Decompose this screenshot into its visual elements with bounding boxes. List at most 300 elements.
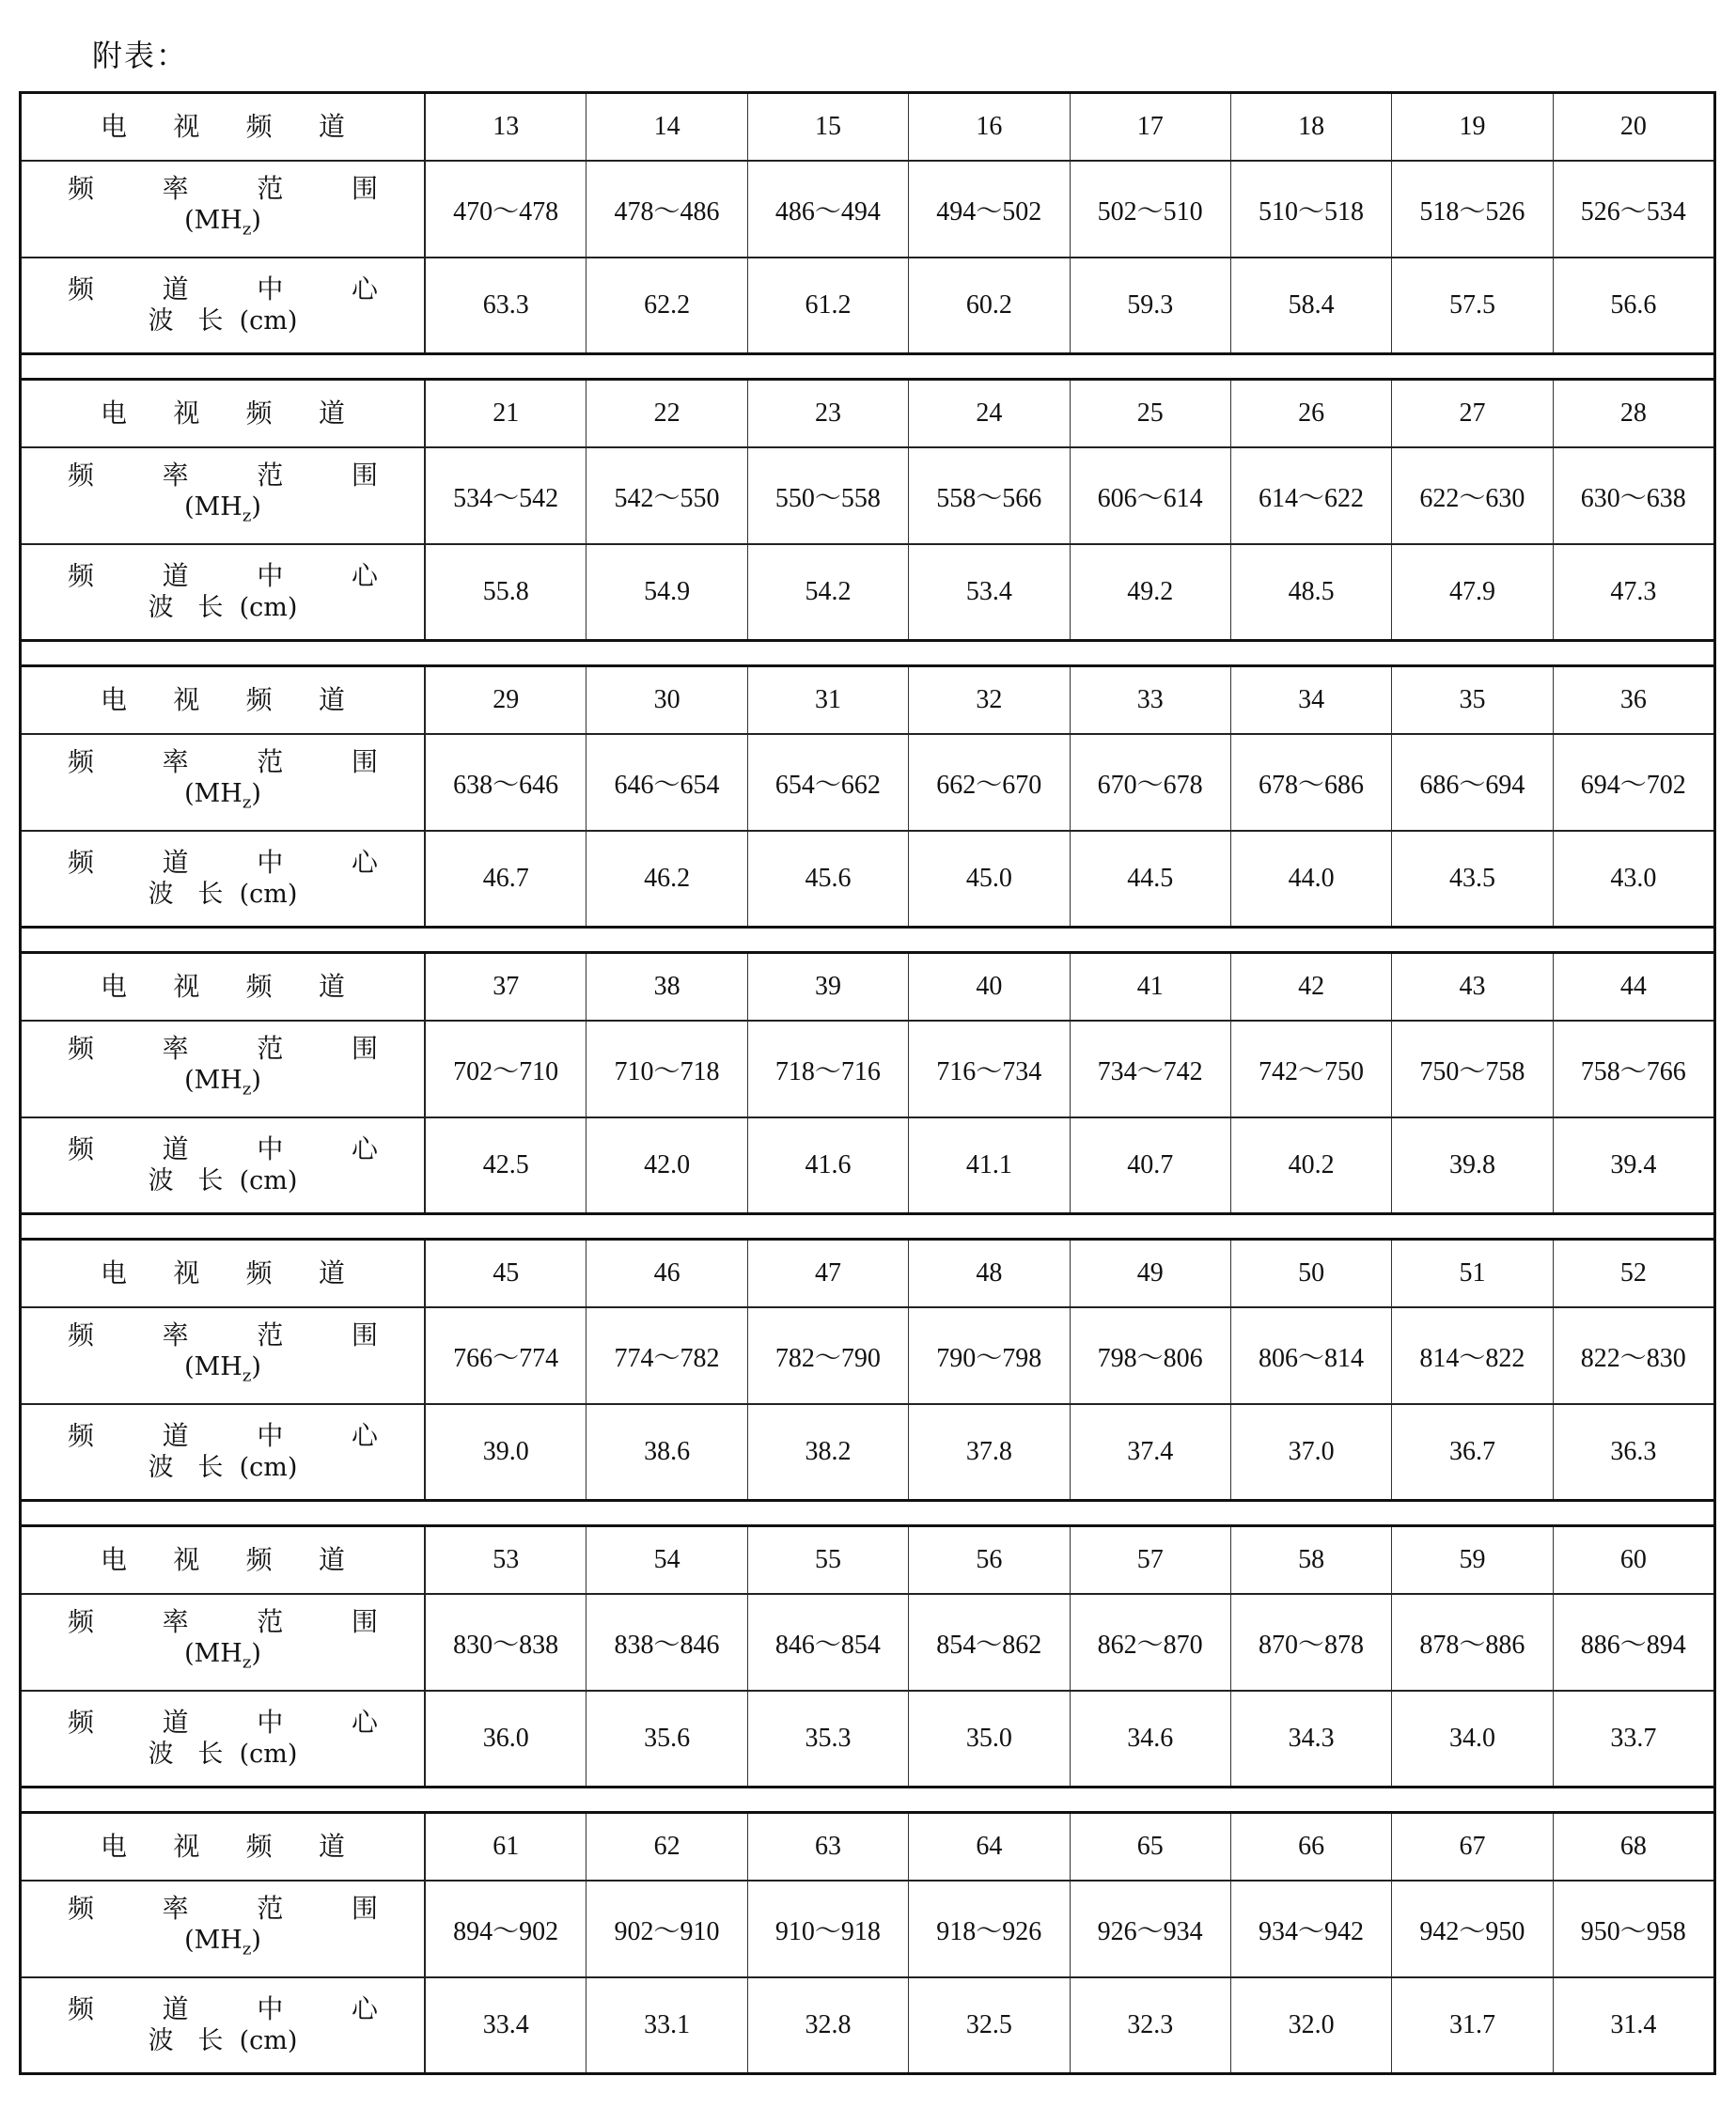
label-char: 长: [197, 880, 224, 909]
frequency-cell: 670～678: [1071, 735, 1231, 830]
wavelength-cell: 60.2: [909, 258, 1070, 352]
unit-text: (cm): [239, 1166, 298, 1195]
channel-row-label: [22, 1527, 426, 1593]
frequency-cell: 622～630: [1392, 448, 1553, 543]
label-char: 频: [68, 560, 95, 591]
label-char: 心: [351, 1993, 378, 2024]
frequency-cell: 846～854: [748, 1595, 909, 1690]
frequency-cell: 830～838: [426, 1595, 586, 1690]
wavelength-cell: 43.0: [1610, 864, 1657, 893]
wavelength-unit-line: [149, 2025, 298, 2057]
label-char: 频: [68, 745, 95, 777]
wavelength-cell: 40.7: [1071, 1118, 1231, 1212]
frequency-unit: $(MH_z)$: [184, 1351, 261, 1386]
label-char: 波: [148, 2026, 174, 2055]
label-char: 频: [68, 1319, 95, 1351]
wavelength-cell: 31.4: [1610, 2010, 1657, 2039]
wavelength-cell: 31.7: [1392, 1978, 1553, 2072]
channel-row-label: [22, 667, 426, 733]
channel-cell: 55: [748, 1527, 909, 1593]
wavelength-cell: 33.1: [586, 1978, 747, 2072]
label-char: 道: [162, 1707, 189, 1738]
wavelength-cell: 39.8: [1392, 1118, 1553, 1212]
label-char: 视: [173, 111, 200, 142]
label-char: 道: [318, 1257, 345, 1288]
label-char: 范: [257, 1892, 284, 1924]
label-char: 范: [257, 745, 284, 777]
channel-cell: 56: [909, 1527, 1070, 1593]
channel-cell: 52: [1619, 1258, 1647, 1288]
wavelength-cell: 32.8: [748, 1978, 909, 2072]
channel-cell: 37: [426, 954, 586, 1020]
label-char: 频: [245, 1257, 273, 1288]
wavelength-row: [22, 830, 1713, 926]
label-char: 道: [318, 971, 345, 1002]
channel-cell: 44: [1619, 972, 1647, 1001]
wavelength-unit-line: [149, 592, 298, 624]
channel-cell: 62: [586, 1814, 747, 1880]
block-separator: [22, 642, 1713, 664]
channel-cell: 54: [586, 1527, 747, 1593]
unit-text: MH: [194, 492, 242, 522]
frequency-unit: $(MH_z)$: [184, 1638, 261, 1673]
label-char: 频: [68, 459, 95, 491]
frequency-cell: 502～510: [1071, 162, 1231, 257]
frequency-cell: 526～534: [1580, 196, 1686, 226]
wavelength-cell: 32.0: [1231, 1978, 1392, 2072]
label-char: 围: [351, 1319, 378, 1351]
table-block: [22, 91, 1713, 355]
frequency-row: [22, 446, 1713, 543]
channel-cell: 35: [1392, 667, 1553, 733]
frequency-cell: 494～502: [909, 162, 1070, 257]
label-char: 心: [351, 1420, 378, 1451]
channel-cell: 24: [909, 381, 1070, 446]
label-char: 道: [318, 111, 345, 142]
unit-text: (cm): [239, 1740, 298, 1769]
frequency-cell: 654～662: [748, 735, 909, 830]
frequency-unit: $(MH_z)$: [184, 778, 261, 813]
channel-cell: 64: [909, 1814, 1070, 1880]
unit-text: (cm): [239, 306, 298, 336]
frequency-cell: 854～862: [909, 1595, 1070, 1690]
wavelength-cell: 49.2: [1071, 545, 1231, 639]
label-char: 频: [245, 111, 273, 142]
channel-row: [22, 1241, 1713, 1306]
frequency-cell: 894～902: [426, 1882, 586, 1976]
channel-row-label: [22, 94, 426, 160]
wavelength-row: [22, 257, 1713, 352]
frequency-cell: 822～830: [1580, 1343, 1686, 1373]
channel-cell: 53: [426, 1527, 586, 1593]
label-char: 波: [148, 880, 174, 909]
wavelength-cell: 41.1: [909, 1118, 1070, 1212]
label-char: 长: [197, 593, 224, 622]
wavelength-cell: 38.2: [748, 1405, 909, 1499]
channel-cell: 41: [1071, 954, 1231, 1020]
frequency-cell: 862～870: [1071, 1595, 1231, 1690]
label-char: 视: [173, 1831, 200, 1862]
channel-row: [22, 667, 1713, 733]
channel-cell: 29: [426, 667, 586, 733]
wavelength-cell: 57.5: [1392, 258, 1553, 352]
wavelength-cell: 34.0: [1392, 1692, 1553, 1786]
channel-cell: 34: [1231, 667, 1392, 733]
label-char: 频: [68, 273, 95, 304]
wavelength-unit-line: [149, 1739, 298, 1771]
channel-row-label: [22, 1241, 426, 1306]
label-char: 率: [162, 745, 189, 777]
wavelength-cell: 44.0: [1231, 832, 1392, 926]
frequency-row: [22, 1593, 1713, 1690]
wavelength-cell: 35.3: [748, 1692, 909, 1786]
channel-cell: 42: [1231, 954, 1392, 1020]
label-char: 波: [148, 1453, 174, 1482]
frequency-cell: 758～766: [1580, 1056, 1686, 1086]
channel-row: [22, 954, 1713, 1020]
label-char: 频: [68, 1993, 95, 2024]
table-block: [22, 664, 1713, 929]
channel-cell: 19: [1392, 94, 1553, 160]
label-char: 视: [173, 1257, 200, 1288]
channel-cell: 23: [748, 381, 909, 446]
wavelength-row: [22, 1403, 1713, 1499]
wavelength-unit-line: [149, 305, 298, 337]
label-char: 率: [162, 459, 189, 491]
label-char: 频: [68, 1605, 95, 1637]
wavelength-cell: 54.2: [748, 545, 909, 639]
frequency-unit: $(MH_z)$: [184, 492, 261, 526]
wavelength-cell: 44.5: [1071, 832, 1231, 926]
wavelength-cell: 43.5: [1392, 832, 1553, 926]
channel-cell: 50: [1231, 1241, 1392, 1306]
frequency-cell: 702～710: [426, 1022, 586, 1116]
label-char: 长: [197, 1166, 224, 1195]
page-title: 附表：: [92, 38, 189, 73]
label-char: 率: [162, 1319, 189, 1351]
frequency-row-label: [22, 1595, 426, 1690]
frequency-row-label: [22, 1022, 426, 1116]
channel-row: [22, 94, 1713, 160]
frequency-cell: 646～654: [586, 735, 747, 830]
frequency-row-label: [22, 735, 426, 830]
label-char: 中: [257, 1993, 284, 2024]
frequency-row: [22, 160, 1713, 257]
wavelength-cell: 39.4: [1610, 1150, 1657, 1179]
frequency-cell: 934～942: [1231, 1882, 1392, 1976]
frequency-cell: 614～622: [1231, 448, 1392, 543]
unit-subscript: z: [242, 1939, 252, 1960]
unit-subscript: z: [242, 219, 252, 240]
label-char: 中: [257, 1420, 284, 1451]
frequency-cell: 716～734: [909, 1022, 1070, 1116]
channel-cell: 66: [1231, 1814, 1392, 1880]
label-char: 围: [351, 459, 378, 491]
frequency-cell: 886～894: [1580, 1630, 1686, 1660]
label-char: 频: [68, 1032, 95, 1064]
label-char: 范: [257, 172, 284, 204]
label-char: 电: [101, 1831, 128, 1862]
frequency-cell: 470～478: [426, 162, 586, 257]
frequency-cell: 742～750: [1231, 1022, 1392, 1116]
frequency-cell: 518～526: [1392, 162, 1553, 257]
label-char: 频: [245, 971, 273, 1002]
frequency-cell: 558～566: [909, 448, 1070, 543]
channel-cell: 58: [1231, 1527, 1392, 1593]
wavelength-cell: 53.4: [909, 545, 1070, 639]
frequency-cell: 478～486: [586, 162, 747, 257]
block-separator: [22, 1788, 1713, 1811]
label-char: 率: [162, 1892, 189, 1924]
wavelength-cell: 38.6: [586, 1405, 747, 1499]
channel-cell: 18: [1231, 94, 1392, 160]
wavelength-cell: 54.9: [586, 545, 747, 639]
frequency-cell: 838～846: [586, 1595, 747, 1690]
label-char: 道: [162, 847, 189, 878]
channel-cell: 51: [1392, 1241, 1553, 1306]
wavelength-row-label: [22, 1978, 426, 2072]
frequency-cell: 542～550: [586, 448, 747, 543]
wavelength-row-label: [22, 545, 426, 639]
wavelength-row-label: [22, 1118, 426, 1212]
channel-cell: 22: [586, 381, 747, 446]
label-char: 范: [257, 1605, 284, 1637]
label-char: 道: [162, 273, 189, 304]
label-char: 视: [173, 1544, 200, 1575]
frequency-cell: 638～646: [426, 735, 586, 830]
channel-cell: 61: [426, 1814, 586, 1880]
wavelength-unit-line: [149, 1165, 298, 1197]
block-separator: [22, 1215, 1713, 1238]
wavelength-cell: 41.6: [748, 1118, 909, 1212]
label-char: 电: [101, 684, 128, 715]
label-char: 波: [148, 1740, 174, 1769]
wavelength-cell: 35.6: [586, 1692, 747, 1786]
wavelength-cell: 35.0: [909, 1692, 1070, 1786]
frequency-cell: 678～686: [1231, 735, 1392, 830]
label-char: 道: [318, 1831, 345, 1862]
channel-cell: 65: [1071, 1814, 1231, 1880]
wavelength-cell: 36.3: [1610, 1437, 1657, 1466]
label-char: 频: [68, 1133, 95, 1164]
wavelength-cell: 63.3: [426, 258, 586, 352]
frequency-cell: 710～718: [586, 1022, 747, 1116]
frequency-cell: 630～638: [1580, 483, 1686, 513]
label-char: 长: [197, 2026, 224, 2055]
frequency-cell: 878～886: [1392, 1595, 1553, 1690]
label-char: 频: [245, 1544, 273, 1575]
frequency-row: [22, 1880, 1713, 1976]
unit-text: MH: [194, 205, 242, 235]
unit-text: (cm): [239, 593, 298, 622]
wavelength-cell: 39.0: [426, 1405, 586, 1499]
label-char: 视: [173, 971, 200, 1002]
wavelength-unit-line: [149, 879, 298, 911]
channel-row-label: [22, 381, 426, 446]
wavelength-row: [22, 543, 1713, 639]
frequency-cell: 550～558: [748, 448, 909, 543]
channel-cell: 43: [1392, 954, 1553, 1020]
channel-cell: 33: [1071, 667, 1231, 733]
label-char: 心: [351, 1707, 378, 1738]
channel-cell: 40: [909, 954, 1070, 1020]
wavelength-cell: 32.5: [909, 1978, 1070, 2072]
channel-cell: 67: [1392, 1814, 1553, 1880]
wavelength-row-label: [22, 1692, 426, 1786]
wavelength-cell: 37.8: [909, 1405, 1070, 1499]
frequency-cell: 814～822: [1392, 1308, 1553, 1403]
frequency-cell: 694～702: [1580, 770, 1686, 800]
wavelength-cell: 40.2: [1231, 1118, 1392, 1212]
block-separator: [22, 355, 1713, 378]
wavelength-row: [22, 1116, 1713, 1212]
label-char: 心: [351, 273, 378, 304]
frequency-cell: 662～670: [909, 735, 1070, 830]
frequency-cell: 734～742: [1071, 1022, 1231, 1116]
channel-row: [22, 1814, 1713, 1880]
frequency-cell: 798～806: [1071, 1308, 1231, 1403]
label-char: 视: [173, 398, 200, 429]
wavelength-cell: 33.4: [426, 1978, 586, 2072]
frequency-row-label: [22, 1308, 426, 1403]
label-char: 心: [351, 1133, 378, 1164]
channel-cell: 25: [1071, 381, 1231, 446]
wavelength-cell: 36.0: [426, 1692, 586, 1786]
label-char: 电: [101, 1544, 128, 1575]
label-char: 电: [101, 111, 128, 142]
channel-cell: 32: [909, 667, 1070, 733]
label-char: 波: [148, 593, 174, 622]
unit-subscript: z: [242, 792, 252, 813]
table-block: [22, 1524, 1713, 1788]
frequency-cell: 718～716: [748, 1022, 909, 1116]
channel-cell: 57: [1071, 1527, 1231, 1593]
channel-cell: 21: [426, 381, 586, 446]
wavelength-cell: 47.3: [1610, 577, 1657, 606]
channel-cell: 47: [748, 1241, 909, 1306]
channel-cell: 27: [1392, 381, 1553, 446]
label-char: 中: [257, 1707, 284, 1738]
label-char: 道: [162, 1133, 189, 1164]
frequency-cell: 534～542: [426, 448, 586, 543]
wavelength-cell: 36.7: [1392, 1405, 1553, 1499]
wavelength-cell: 58.4: [1231, 258, 1392, 352]
wavelength-cell: 34.6: [1071, 1692, 1231, 1786]
label-char: 频: [68, 847, 95, 878]
channel-row-label: [22, 1814, 426, 1880]
channel-cell: 49: [1071, 1241, 1231, 1306]
frequency-cell: 606～614: [1071, 448, 1231, 543]
channel-cell: 48: [909, 1241, 1070, 1306]
label-char: 围: [351, 1605, 378, 1637]
wavelength-cell: 55.8: [426, 545, 586, 639]
unit-text: MH: [194, 1351, 242, 1382]
unit-text: (cm): [239, 2026, 298, 2055]
label-char: 长: [197, 1453, 224, 1482]
label-char: 中: [257, 560, 284, 591]
wavelength-cell: 45.0: [909, 832, 1070, 926]
label-char: 频: [245, 398, 273, 429]
frequency-cell: 750～758: [1392, 1022, 1553, 1116]
channel-cell: 28: [1619, 398, 1647, 428]
label-char: 频: [68, 1892, 95, 1924]
label-char: 波: [148, 306, 174, 336]
frequency-row: [22, 1020, 1713, 1116]
label-char: 频: [68, 172, 95, 204]
channel-cell: 15: [748, 94, 909, 160]
label-char: 频: [245, 684, 273, 715]
table-block: [22, 1238, 1713, 1502]
label-char: 率: [162, 1032, 189, 1064]
frequency-cell: 774～782: [586, 1308, 747, 1403]
channel-cell: 13: [426, 94, 586, 160]
block-separator: [22, 929, 1713, 951]
channel-cell: 14: [586, 94, 747, 160]
channel-cell: 36: [1619, 685, 1647, 714]
label-char: 范: [257, 1032, 284, 1064]
frequency-cell: 790～798: [909, 1308, 1070, 1403]
wavelength-row: [22, 1690, 1713, 1786]
wavelength-cell: 42.5: [426, 1118, 586, 1212]
wavelength-cell: 56.6: [1610, 290, 1657, 320]
channel-cell: 38: [586, 954, 747, 1020]
label-char: 频: [68, 1420, 95, 1451]
label-char: 心: [351, 560, 378, 591]
label-char: 范: [257, 459, 284, 491]
label-char: 频: [245, 1831, 273, 1862]
label-char: 道: [318, 398, 345, 429]
channel-cell: 30: [586, 667, 747, 733]
frequency-cell: 510～518: [1231, 162, 1392, 257]
label-char: 围: [351, 172, 378, 204]
channel-row: [22, 381, 1713, 446]
wavelength-cell: 47.9: [1392, 545, 1553, 639]
label-char: 长: [197, 306, 224, 336]
frequency-cell: 870～878: [1231, 1595, 1392, 1690]
unit-text: (cm): [239, 1453, 298, 1482]
channel-cell: 68: [1619, 1832, 1647, 1861]
frequency-cell: 486～494: [748, 162, 909, 257]
wavelength-row-label: [22, 258, 426, 352]
wavelength-cell: 61.2: [748, 258, 909, 352]
table-block: [22, 1811, 1713, 2075]
channel-cell: 45: [426, 1241, 586, 1306]
label-char: 电: [101, 971, 128, 1002]
frequency-row-label: [22, 448, 426, 543]
label-char: 长: [197, 1740, 224, 1769]
frequency-cell: 926～934: [1071, 1882, 1231, 1976]
label-char: 中: [257, 847, 284, 878]
channel-cell: 20: [1619, 112, 1647, 141]
block-separator: [22, 1502, 1713, 1524]
frequency-cell: 910～918: [748, 1882, 909, 1976]
label-char: 中: [257, 273, 284, 304]
unit-text: MH: [194, 778, 242, 808]
channel-cell: 26: [1231, 381, 1392, 446]
frequency-cell: 950～958: [1580, 1916, 1686, 1946]
table-block: [22, 378, 1713, 642]
label-char: 电: [101, 398, 128, 429]
frequency-unit: $(MH_z)$: [184, 205, 261, 240]
wavelength-cell: 33.7: [1610, 1724, 1657, 1753]
unit-text: MH: [194, 1065, 242, 1095]
wavelength-cell: 32.3: [1071, 1978, 1231, 2072]
wavelength-cell: 37.0: [1231, 1405, 1392, 1499]
table-block: [22, 951, 1713, 1215]
frequency-cell: 918～926: [909, 1882, 1070, 1976]
frequency-cell: 782～790: [748, 1308, 909, 1403]
channel-cell: 60: [1619, 1545, 1647, 1574]
